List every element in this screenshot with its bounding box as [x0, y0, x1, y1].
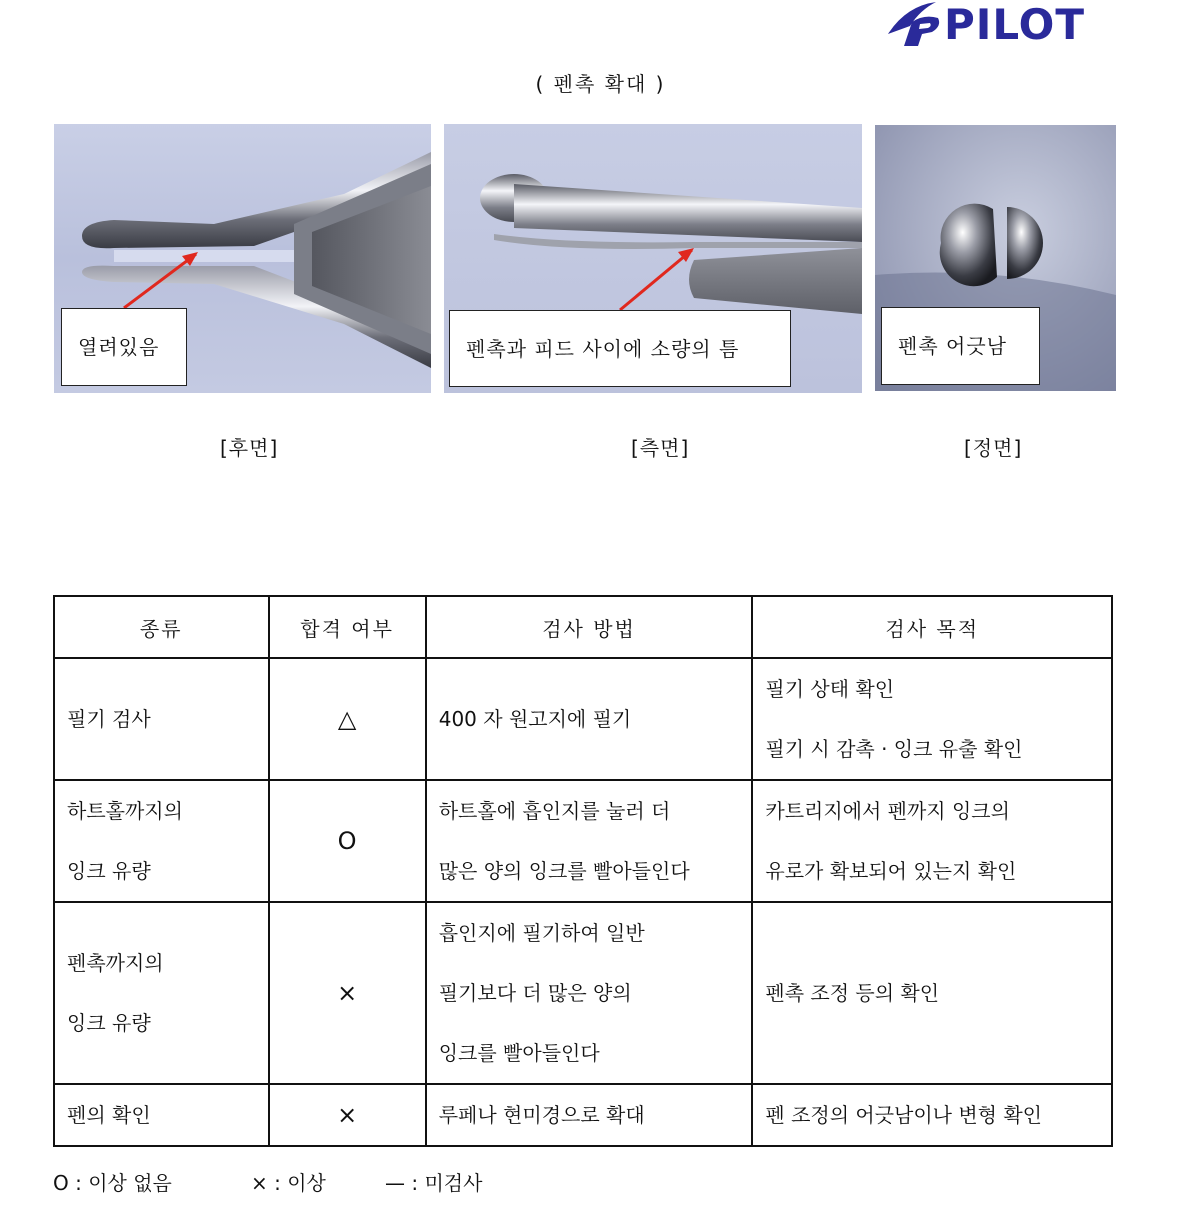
- cell-type: 하트홀까지의 잉크 유량: [54, 780, 269, 902]
- legend-none: — : 미검사: [385, 1171, 483, 1195]
- cell-purpose: 펜 조정의 어긋남이나 변형 확인: [752, 1084, 1112, 1146]
- legend-ok: O : 이상 없음: [53, 1171, 172, 1195]
- table-row: [54, 780, 1112, 902]
- cell-type: 펜의 확인: [54, 1084, 269, 1146]
- callout-misaligned: 펜촉 어긋남: [881, 307, 1040, 385]
- header-result: 합격 여부: [269, 596, 426, 658]
- cell-purpose: 필기 상태 확인 필기 시 감촉 · 잉크 유출 확인: [752, 658, 1112, 780]
- cell-result: △: [269, 658, 426, 780]
- arrow-open-gap: [124, 254, 196, 308]
- caption-side: [측면]: [631, 436, 690, 460]
- legend-ng: × : 이상: [251, 1171, 326, 1195]
- cell-method: 흡인지에 필기하여 일반 필기보다 더 많은 양의 잉크를 빨아들인다: [426, 902, 753, 1084]
- header-purpose: 검사 목적: [752, 596, 1112, 658]
- legend: [53, 1167, 482, 1196]
- arrow-feed-gap: [620, 250, 692, 310]
- cell-type: 펜촉까지의 잉크 유량: [54, 902, 269, 1084]
- caption-rear: [후면]: [220, 436, 279, 460]
- cell-method: 루페나 현미경으로 확대: [426, 1084, 753, 1146]
- cell-purpose: 펜촉 조정 등의 확인: [752, 902, 1112, 1084]
- inspection-table: [53, 595, 1113, 1147]
- cell-result: ×: [269, 902, 426, 1084]
- callout-open: 열려있음: [61, 308, 187, 386]
- callout-feed-gap: 펜촉과 피드 사이에 소량의 틈: [449, 310, 791, 387]
- cell-purpose: 카트리지에서 펜까지 잉크의 유로가 확보되어 있는지 확인: [752, 780, 1112, 902]
- cell-result: O: [269, 780, 426, 902]
- table-row: [54, 1084, 1112, 1146]
- cell-result: ×: [269, 1084, 426, 1146]
- cell-method: 하트홀에 흡인지를 눌러 더 많은 양의 잉크를 빨아들인다: [426, 780, 753, 902]
- table-row: [54, 902, 1112, 1084]
- cell-method: 400 자 원고지에 필기: [426, 658, 753, 780]
- caption-front: [정면]: [964, 436, 1023, 460]
- cell-type: 필기 검사: [54, 658, 269, 780]
- section-title: ( 펜촉 확대 ): [535, 72, 666, 96]
- brand-name: PILOT: [944, 0, 1086, 49]
- header-method: 검사 방법: [426, 596, 753, 658]
- table-header-row: [54, 596, 1112, 658]
- header-type: 종류: [54, 596, 269, 658]
- table-row: [54, 658, 1112, 780]
